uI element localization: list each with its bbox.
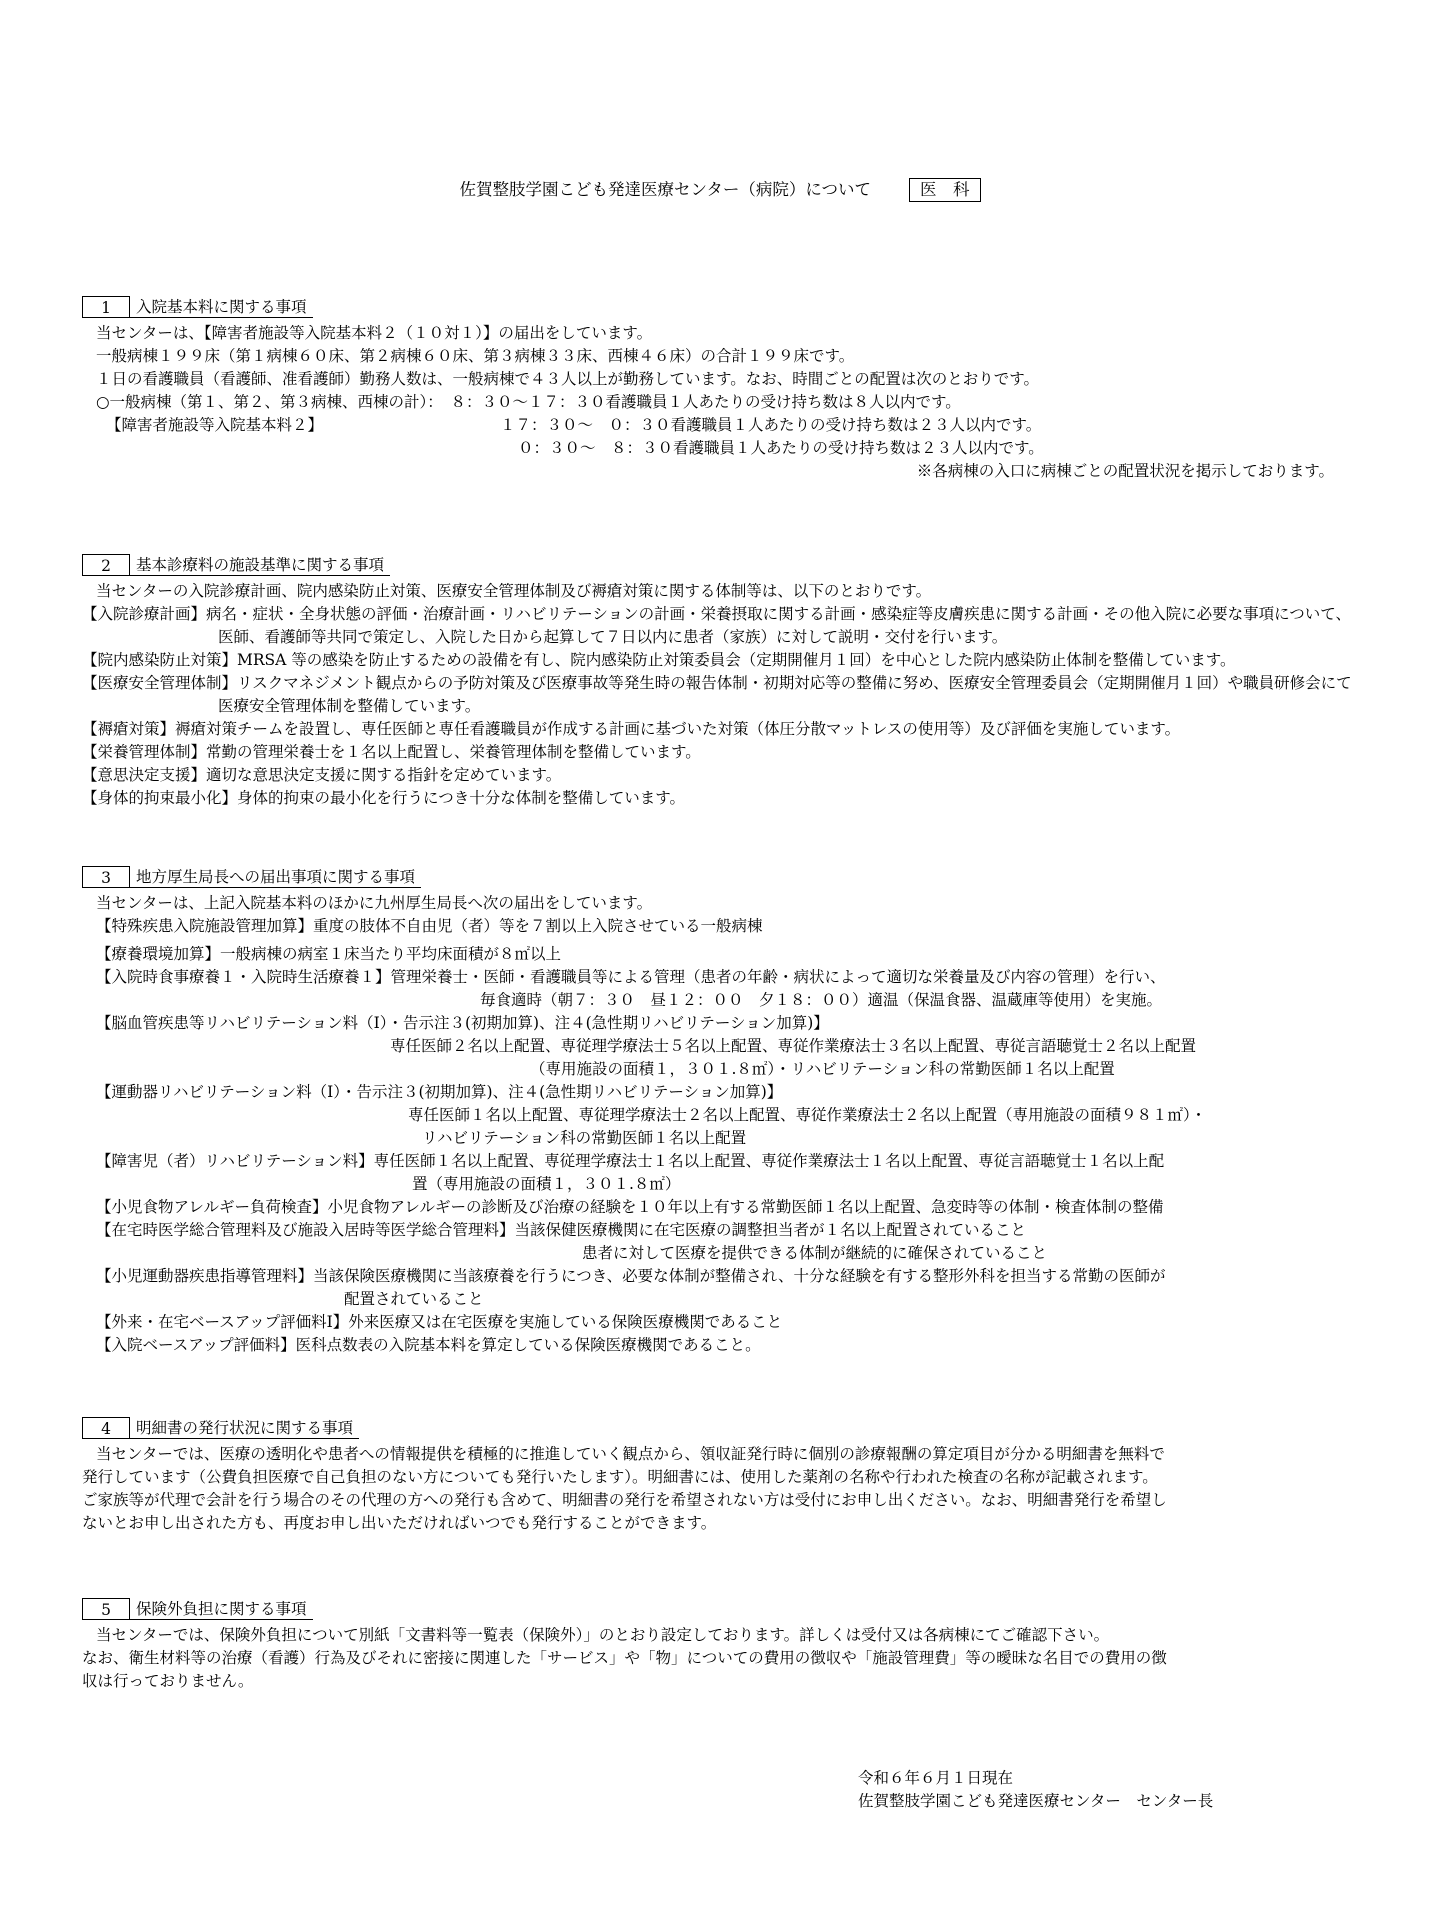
section-5-title: 保険外負担に関する事項 — [130, 1598, 313, 1620]
footer-date: 令和６年６月１日現在 — [858, 1769, 1014, 1787]
s4-line-3: ご家族等が代理で会計を行う場合のその代理の方への発行も含めて、明細書の発行を希望されない方は受付にお申し出ください。なお、明細書発行を希望し — [82, 1491, 1167, 1509]
section-5 — [82, 1598, 1352, 1693]
s3-line-12: 【障害児（者）リハビリテーション料】専任医師１名以上配置、専従理学療法士１名以上配置、専従作業療法士１名以上配置、専従言語聴覚士１名以上配 — [96, 1152, 1165, 1170]
s3-line-16: 患者に対して医療を提供できる体制が継続的に確保されていること — [582, 1244, 1048, 1262]
s3-line-14: 【小児食物アレルギー負荷検査】小児食物アレルギーの診断及び治療の経験を１０年以上有する常勤医師１名以上配置、急変時等の体制・検査体制の整備 — [96, 1198, 1164, 1216]
section-5-number: 5 — [82, 1598, 130, 1620]
section-1-heading — [82, 296, 1352, 318]
s3-line-19: 【外来・在宅ベースアップ評価料Ⅰ】外来医療又は在宅医療を実施している保険医療機関であること — [96, 1313, 783, 1331]
section-2 — [82, 554, 1352, 810]
s2-item-6: 【意思決定支援】適切な意思決定支援に関する指針を定めています。 — [82, 766, 562, 784]
s2-item-5: 【栄養管理体制】常勤の管理栄養士を１名以上配置し、栄養管理体制を整備しています。 — [82, 743, 701, 761]
s3-line-9: 【運動器リハビリテーション料（Ⅰ）・告示注３(初期加算)、注４(急性期リハビリテーション加算)】 — [96, 1083, 783, 1101]
s2-item-3: 【医療安全管理体制】リスクマネジメント観点からの予防対策及び医療事故等発生時の報告体制・初期対応等の整備に努め、医療安全管理委員会（定期開催月１回）や職員研修会にて医療安全管理体制を整備しています。 — [82, 674, 1352, 715]
section-2-number: 2 — [82, 554, 130, 576]
s4-line-1: 当センターでは、医療の透明化や患者への情報提供を積極的に推進していく観点から、領収証発行時に個別の診療報酬の算定項目が分かる明細書を無料で — [96, 1445, 1165, 1463]
document-footer — [858, 1767, 1213, 1813]
s3-line-17: 【小児運動器疾患指導管理料】当該保険医療機関に当該療養を行うにつき、必要な体制が整備され、十分な経験を有する整形外科を担当する常勤の医師が — [96, 1267, 1166, 1285]
s1-line-7: ０：３０～ ８：３０看護職員１人あたりの受け持ち数は２３人以内です。 — [518, 439, 1044, 457]
s1-line-4: ○一般病棟（第１、第２、第３病棟、西棟の計）： ８：３０～１７：３０看護職員１人あたりの受け持ち数は８人以内です。 — [96, 393, 961, 411]
section-3-number: 3 — [82, 866, 130, 888]
s1-line-1: 当センターは、【障害者施設等入院基本料２（１０対１）】の届出をしています。 — [96, 324, 653, 342]
s3-line-5: 毎食適時（朝７：３０ 昼１２：００ 夕１８：００）適温（保温食器、温蔵庫等使用）を実施。 — [480, 991, 1163, 1009]
section-3-title: 地方厚生局長への届出事項に関する事項 — [130, 866, 421, 888]
s1-line-2: 一般病棟１９９床（第１病棟６０床、第２病棟６０床、第３病棟３３床、西棟４６床）の合計１９９床です。 — [96, 347, 855, 365]
s2-item-4: 【褥瘡対策】褥瘡対策チームを設置し、専任医師と専任看護職員が作成する計画に基づいた対策（体圧分散マットレスの使用等）及び評価を実施しています。 — [82, 720, 1181, 738]
s3-line-10: 専任医師１名以上配置、専従理学療法士２名以上配置、専従作業療法士２名以上配置（専用施設の面積９８１㎡）・ — [408, 1106, 1207, 1124]
s5-line-1: 当センターでは、保険外負担について別紙「文書料等一覧表（保険外）」のとおり設定しております。詳しくは受付又は各病棟にてご確認下さい。 — [96, 1626, 1110, 1644]
title-text: 佐賀整肢学園こども発達医療センター（病院）について — [459, 180, 871, 199]
s3-line-1: 当センターは、上記入院基本料のほかに九州厚生局長へ次の届出をしています。 — [96, 894, 653, 912]
s2-intro: 当センターの入院診療計画、院内感染防止対策、医療安全管理体制及び褥瘡対策に関する体制等は、以下のとおりです。 — [96, 582, 932, 600]
s4-line-2: 発行しています（公費負担医療で自己負担のない方についても発行いたします）。明細書には、使用した薬剤の名称や行われた検査の名称が記載されます。 — [82, 1468, 1158, 1486]
s2-item-7: 【身体的拘束最小化】身体的拘束の最小化を行うにつき十分な体制を整備しています。 — [82, 789, 685, 807]
section-4-number: 4 — [82, 1417, 130, 1439]
s5-line-2: なお、衛生材料等の治療（看護）行為及びそれに密接に関連した「サービス」や「物」についての費用の徴収や「施設管理費」等の曖昧な名目での費用の徴 — [82, 1649, 1167, 1667]
s1-line-5-row — [82, 414, 1352, 437]
section-5-heading — [82, 1598, 1352, 1620]
section-3-heading — [82, 866, 1352, 888]
footer-organization: 佐賀整肢学園こども発達医療センター センター長 — [858, 1792, 1214, 1810]
section-1 — [82, 296, 1352, 483]
section-4-heading — [82, 1417, 1352, 1439]
section-3 — [82, 866, 1352, 1357]
section-1-title: 入院基本料に関する事項 — [130, 296, 313, 318]
s1-line-3: １日の看護職員（看護師、准看護師）勤務人数は、一般病棟で４３人以上が勤務しています。なお、時間ごとの配置は次のとおりです。 — [96, 370, 1040, 388]
s3-line-18: 配置されていること — [344, 1290, 484, 1308]
section-1-number: 1 — [82, 296, 130, 318]
document-title — [0, 178, 1440, 202]
s3-line-20: 【入院ベースアップ評価料】医科点数表の入院基本料を算定している保険医療機関であること。 — [96, 1336, 761, 1354]
s1-note: ※各病棟の入口に病棟ごとの配置状況を掲示しております。 — [916, 462, 1334, 480]
department-tag: 医 科 — [909, 178, 981, 202]
section-2-title: 基本診療料の施設基準に関する事項 — [130, 554, 390, 576]
s1-line-6: １７：３０～ ０：３０看護職員１人あたりの受け持ち数は２３人以内です。 — [500, 416, 1042, 434]
s3-line-15: 【在宅時医学総合管理料及び施設入居時等医学総合管理料】当該保健医療機関に在宅医療の調整担当者が１名以上配置されていること — [96, 1221, 1027, 1239]
s3-line-2: 【特殊疾患入院施設管理加算】重度の肢体不自由児（者）等を７割以上入院させている一般病棟 — [96, 917, 763, 935]
s1-line-5: 【障害者施設等入院基本料２】 — [106, 416, 324, 434]
s2-item-2: 【院内感染防止対策】MRSA 等の感染を防止するための設備を有し、院内感染防止対策委員会（定期開催月１回）を中心とした院内感染防止体制を整備しています。 — [82, 651, 1236, 669]
s2-item-1: 【入院診療計画】病名・症状・全身状態の評価・治療計画・リハビリテーションの計画・栄養摂取に関する計画・感染症等皮膚疾患に関する計画・その他入院に必要な事項について、医師、看護師等共同で策定し、入院した日から起算して７日以内に患者（家族）に対して説明・交付を行います。 — [82, 605, 1351, 646]
s3-line-7: 専任医師２名以上配置、専従理学療法士５名以上配置、専従作業療法士３名以上配置、専従言語聴覚士２名以上配置 — [390, 1037, 1197, 1055]
s4-line-4: ないとお申し出された方も、再度お申し出いただければいつでも発行することができます。 — [82, 1514, 717, 1532]
section-4-title: 明細書の発行状況に関する事項 — [130, 1417, 359, 1439]
section-2-heading — [82, 554, 1352, 576]
section-4 — [82, 1417, 1352, 1535]
s3-line-13: 置（専用施設の面積１，３０１.８㎡） — [412, 1175, 681, 1193]
s3-line-3: 【療養環境加算】一般病棟の病室１床当たり平均床面積が８㎡以上 — [96, 945, 562, 963]
s3-line-4: 【入院時食事療養１・入院時生活療養１】管理栄養士・医師・看護職員等による管理（患者の年齢・病状によって適切な栄養量及び内容の管理）を行い、 — [96, 968, 1166, 986]
s3-line-8: （専用施設の面積１，３０１.８㎡）・リハビリテーション科の常勤医師１名以上配置 — [530, 1060, 1115, 1078]
s3-line-11: リハビリテーション科の常勤医師１名以上配置 — [422, 1129, 747, 1147]
s3-line-6: 【脳血管疾患等リハビリテーション料（Ⅰ）・告示注３(初期加算)、注４(急性期リハビリテーション加算)】 — [96, 1014, 829, 1032]
s5-line-3: 収は行っておりません。 — [82, 1672, 254, 1690]
